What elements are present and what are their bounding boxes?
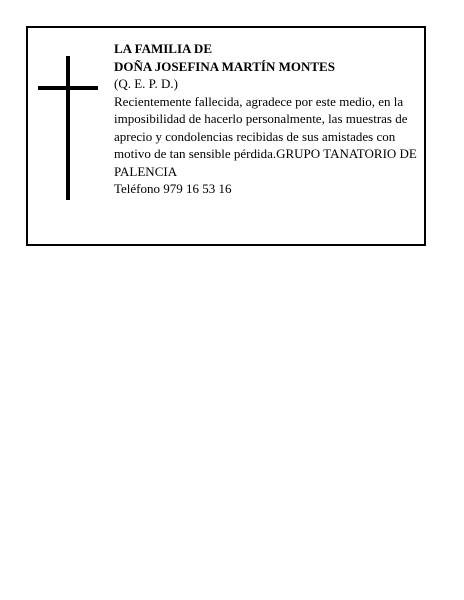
heading-deceased-name: DOÑA JOSEFINA MARTÍN MONTES	[114, 58, 335, 74]
notice-text	[114, 40, 422, 198]
phone-number: Teléfono 979 16 53 16	[114, 181, 232, 196]
cross-horizontal-bar	[38, 86, 98, 90]
qepd-text: (Q. E. P. D.)	[114, 76, 178, 91]
heading-family: LA FAMILIA DE	[114, 41, 212, 56]
cross-vertical-bar	[66, 56, 70, 200]
obituary-notice	[26, 26, 426, 246]
notice-body: Recientemente fallecida, agradece por este medio, en la imposibilidad de hacerlo personalmente, las muestras de aprecio y condolencias recibidas de sus amistades con motivo de tan sensible pérdida.GRUPO TANATORIO DE PALENCIA	[114, 93, 417, 179]
cross-icon	[38, 56, 98, 200]
